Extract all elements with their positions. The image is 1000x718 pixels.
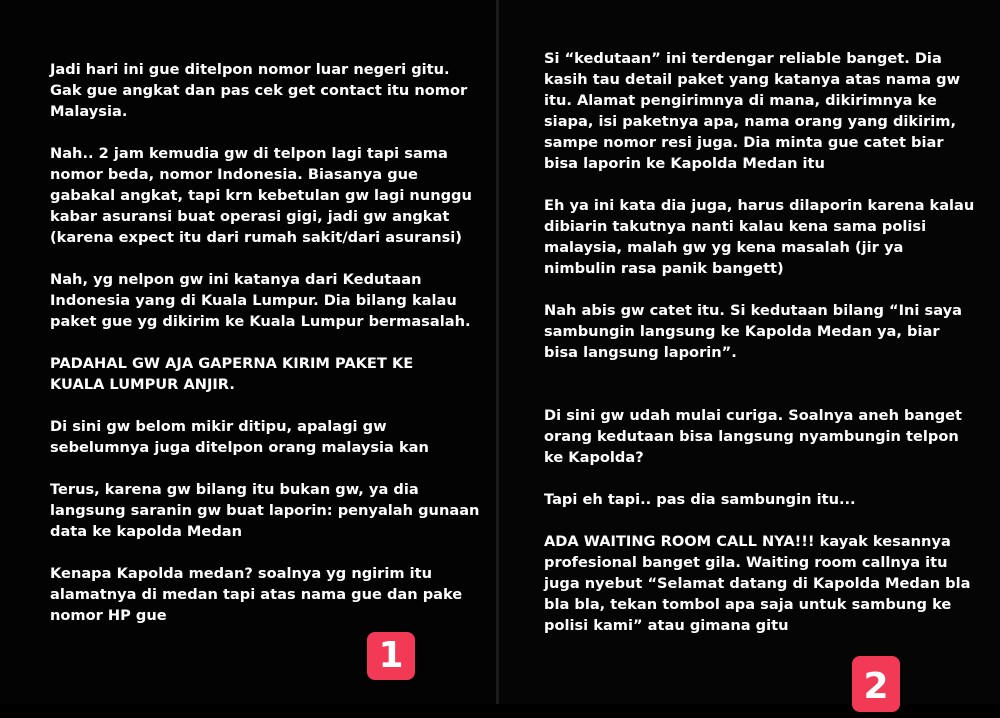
story-paragraph: Tapi eh tapi.. pas dia sambungin itu... [544, 491, 856, 508]
story-panel-left [0, 0, 496, 704]
page-number-badge-2: 2 [852, 656, 900, 712]
story-text-block-1 [50, 59, 480, 626]
story-paragraph: Si “kedutaan” ini terdengar reliable banget. Dia kasih tau detail paket yang katanya atas nama gw itu. Alamat pengirimnya di mana, dikirimnya ke siapa, isi paketnya apa, nama orang yang dikirim, sampe nomor resi juga. Dia minta gue catet biar bisa laporin ke Kapolda Medan itu [544, 50, 961, 172]
story-paragraph: Di sini gw udah mulai curiga. Soalnya aneh banget orang kedutaan bisa langsung nyambungin telpon ke Kapolda? [544, 407, 963, 466]
story-paragraph: Nah abis gw catet itu. Si kedutaan bilang “Ini saya sambungin langsung ke Kapolda Medan ya, biar bisa langsung laporin”. [544, 302, 962, 361]
story-paragraph: Nah.. 2 jam kemudia gw di telpon lagi tapi sama nomor beda, nomor Indonesia. Biasanya gue gabakal angkat, tapi krn kebetulan gw lagi nunggu kabar asuransi buat operasi gigi, jadi gw angkat (karena expect itu dari rumah sakit/dari asuransi) [50, 145, 472, 246]
story-paragraph: Di sini gw belom mikir ditipu, apalagi gw sebelumnya juga ditelpon orang malaysia kan [50, 418, 429, 456]
story-paragraph: Jadi hari ini gue ditelpon nomor luar negeri gitu. Gak gue angkat dan pas cek get contact itu nomor Malaysia. [50, 61, 468, 120]
story-text-block-2 [544, 48, 984, 636]
story-paragraph: Terus, karena gw bilang itu bukan gw, ya dia langsung saranin gw buat laporin: penyalah gunaan data ke kapolda Medan [50, 481, 480, 540]
story-paragraph: Kenapa Kapolda medan? soalnya yg ngirim itu alamatnya di medan tapi atas nama gue dan pake nomor HP gue [50, 565, 463, 624]
story-paragraph: Nah, yg nelpon gw ini katanya dari Kedutaan Indonesia yang di Kuala Lumpur. Dia bilang kalau paket gue yg dikirim ke Kuala Lumpur bermasalah. [50, 271, 471, 330]
story-paragraph: Eh ya ini kata dia juga, harus dilaporin karena kalau dibiarin takutnya nanti kalau kena sama polisi malaysia, malah gw yg kena masalah (jir ya nimbulin rasa panik bangett) [544, 197, 975, 277]
story-paragraph: PADAHAL GW AJA GAPERNA KIRIM PAKET KE KUALA LUMPUR ANJIR. [50, 355, 414, 393]
page-number-badge-1: 1 [367, 632, 415, 680]
story-paragraph: ADA WAITING ROOM CALL NYA!!! kayak kesannya profesional banget gila. Waiting room callnya itu juga nyebut “Selamat datang di Kapolda Medan bla bla bla, tekan tombol apa saja untuk sambung ke polisi kami” atau gimana gitu [544, 533, 971, 634]
